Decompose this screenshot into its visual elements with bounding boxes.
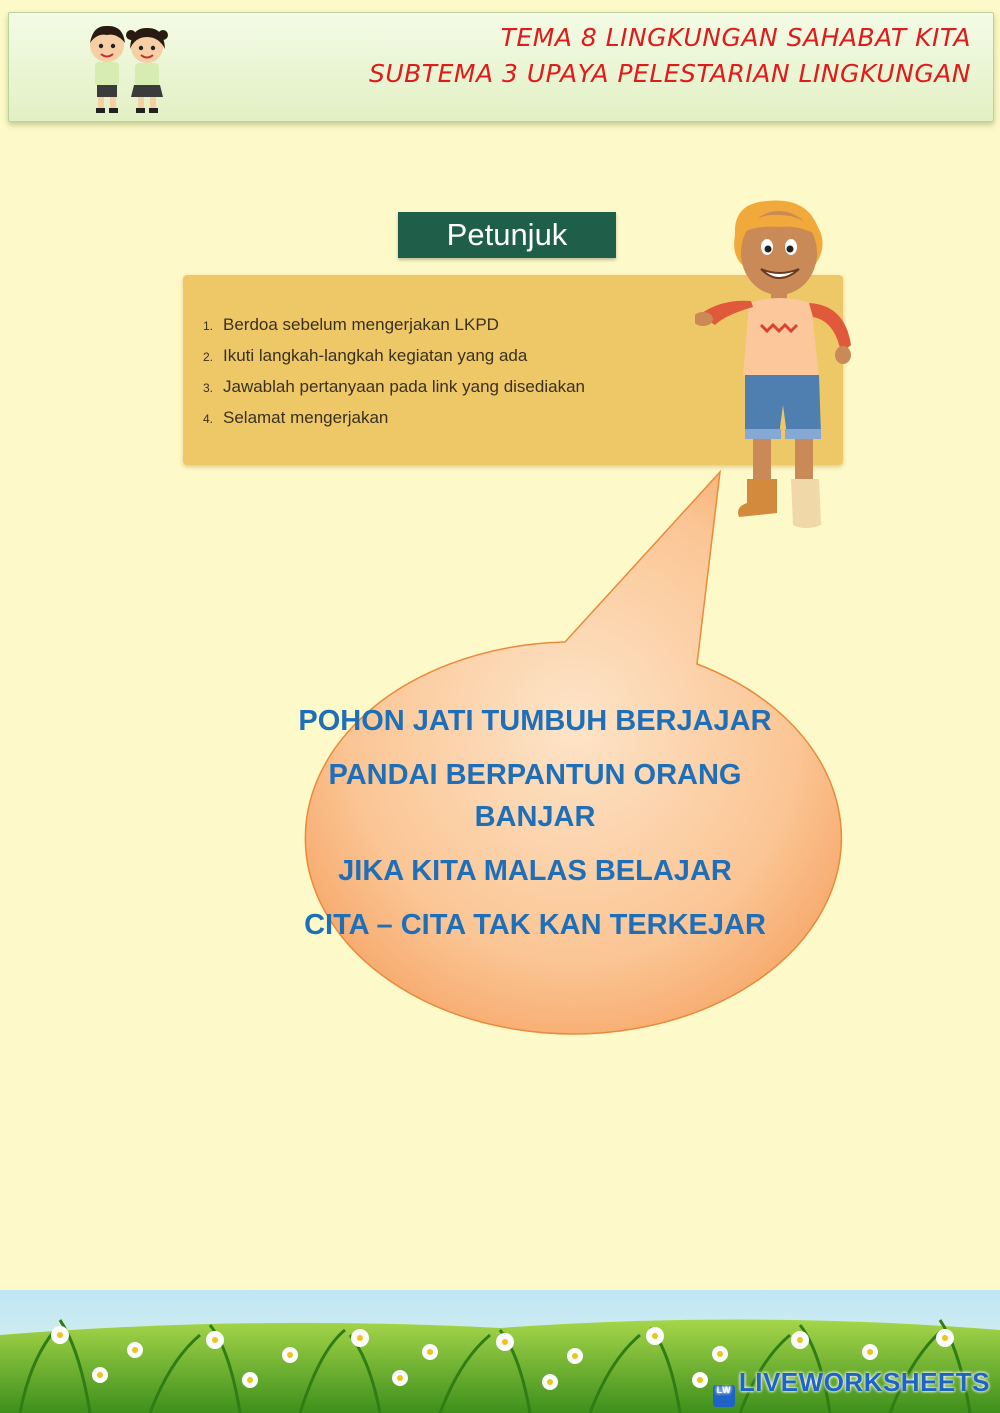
instruction-item: 2. Ikuti langkah-langkah kegiatan yang ada (203, 346, 528, 365)
pantun-line: PANDAI BERPANTUN ORANG BANJAR (328, 759, 742, 833)
instruction-item: 1. Berdoa sebelum mengerjakan LKPD (203, 315, 499, 334)
subtheme-title: SUBTEMA 3 UPAYA PELESTARIAN LINGKUNGAN (368, 59, 971, 88)
pantun-text (290, 700, 780, 958)
instruction-item: 4. Selamat mengerjakan (203, 408, 389, 427)
instruction-item: 3. Jawablah pertanyaan pada link yang disediakan (203, 377, 585, 396)
liveworksheets-logo[interactable] (713, 1367, 990, 1407)
pantun-line: CITA – CITA TAK KAN TERKEJAR (304, 909, 766, 941)
instructions-list (203, 309, 585, 433)
brand-text: LIVEWORKSHEETS (738, 1367, 990, 1397)
cartoon-boy-illustration (695, 195, 870, 540)
theme-title: TEMA 8 LINGKUNGAN SAHABAT KITA (500, 23, 971, 52)
instructions-label: Petunjuk (398, 212, 616, 258)
pantun-line: POHON JATI TUMBUH BERJAJAR (298, 705, 772, 737)
liveworksheets-icon: LW (713, 1385, 735, 1407)
pantun-line: JIKA KITA MALAS BELAJAR (338, 855, 732, 887)
